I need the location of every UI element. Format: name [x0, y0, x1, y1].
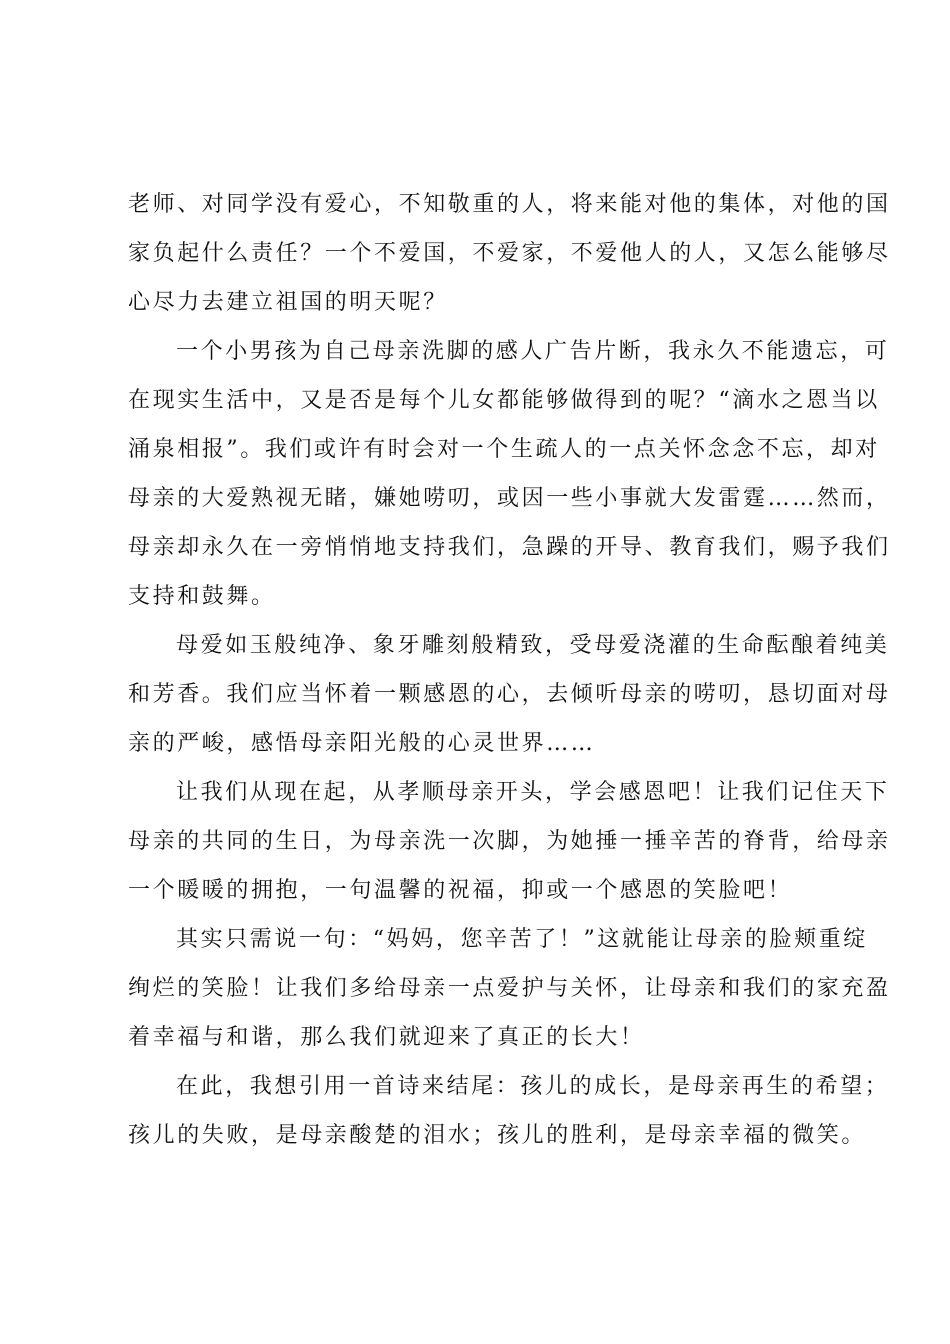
text-line: 涌泉相报”。我们或许有时会对一个生疏人的一点关怀念念不忘，却对 — [128, 437, 880, 462]
text-line: 其实只需说一句：“妈妈，您辛苦了！”这就能让母亲的脸颊重绽 — [176, 927, 868, 952]
text-line: 支持和鼓舞。 — [128, 584, 276, 609]
paragraph-3 — [128, 621, 891, 768]
text-line: 让我们从现在起，从孝顺母亲开头，学会感恩吧！让我们记住天下 — [176, 780, 890, 805]
text-line: 家负起什么责任？一个不爱国，不爱家，不爱他人的人，又怎么能够尽 — [128, 241, 891, 266]
paragraph-6 — [128, 1062, 890, 1160]
text-line: 母亲的共同的生日，为母亲洗一次脚，为她捶一捶辛苦的脊背，给母亲 — [128, 829, 891, 854]
paragraph-1 — [128, 180, 891, 327]
text-line: 着幸福与和谐，那么我们就迎来了真正的长大！ — [128, 1025, 645, 1050]
text-line: 母爱如玉般纯净、象牙雕刻般精致，受母爱浇灌的生命酝酿着纯美 — [176, 633, 890, 658]
text-line: 一个暖暖的拥抱，一句温馨的祝福，抑或一个感恩的笑脸吧！ — [128, 878, 793, 903]
document-body — [128, 180, 891, 1160]
text-line: 母亲的大爱熟视无睹，嫌她唠叨，或因一些小事就大发雷霆……然而， — [128, 486, 891, 511]
text-line: 在现实生活中，又是否是每个儿女都能够做得到的呢？“滴水之恩当以 — [128, 388, 880, 413]
text-line: 心尽力去建立祖国的明天呢？ — [128, 290, 448, 315]
text-line: 一个小男孩为自己母亲洗脚的感人广告片断，我永久不能遗忘，可 — [176, 339, 890, 364]
paragraph-5 — [128, 915, 891, 1062]
text-line: 和芳香。我们应当怀着一颗感恩的心，去倾听母亲的唠叨，恳切面对母 — [128, 682, 891, 707]
text-line: 母亲却永久在一旁悄悄地支持我们，急躁的开导、教育我们，赐予我们 — [128, 535, 891, 560]
text-line: 孩儿的失败，是母亲酸楚的泪水；孩儿的胜利，是母亲幸福的微笑。 — [128, 1123, 867, 1148]
text-line: 绚烂的笑脸！让我们多给母亲一点爱护与关怀，让母亲和我们的家充盈 — [128, 976, 891, 1001]
text-line: 老师、对同学没有爱心，不知敬重的人，将来能对他的集体，对他的国 — [128, 192, 891, 217]
text-line: 亲的严峻，感悟母亲阳光般的心灵世界…… — [128, 731, 596, 756]
paragraph-2 — [128, 327, 891, 621]
text-line: 在此，我想引用一首诗来结尾：孩儿的成长，是母亲再生的希望； — [176, 1074, 890, 1099]
paragraph-4 — [128, 768, 891, 915]
